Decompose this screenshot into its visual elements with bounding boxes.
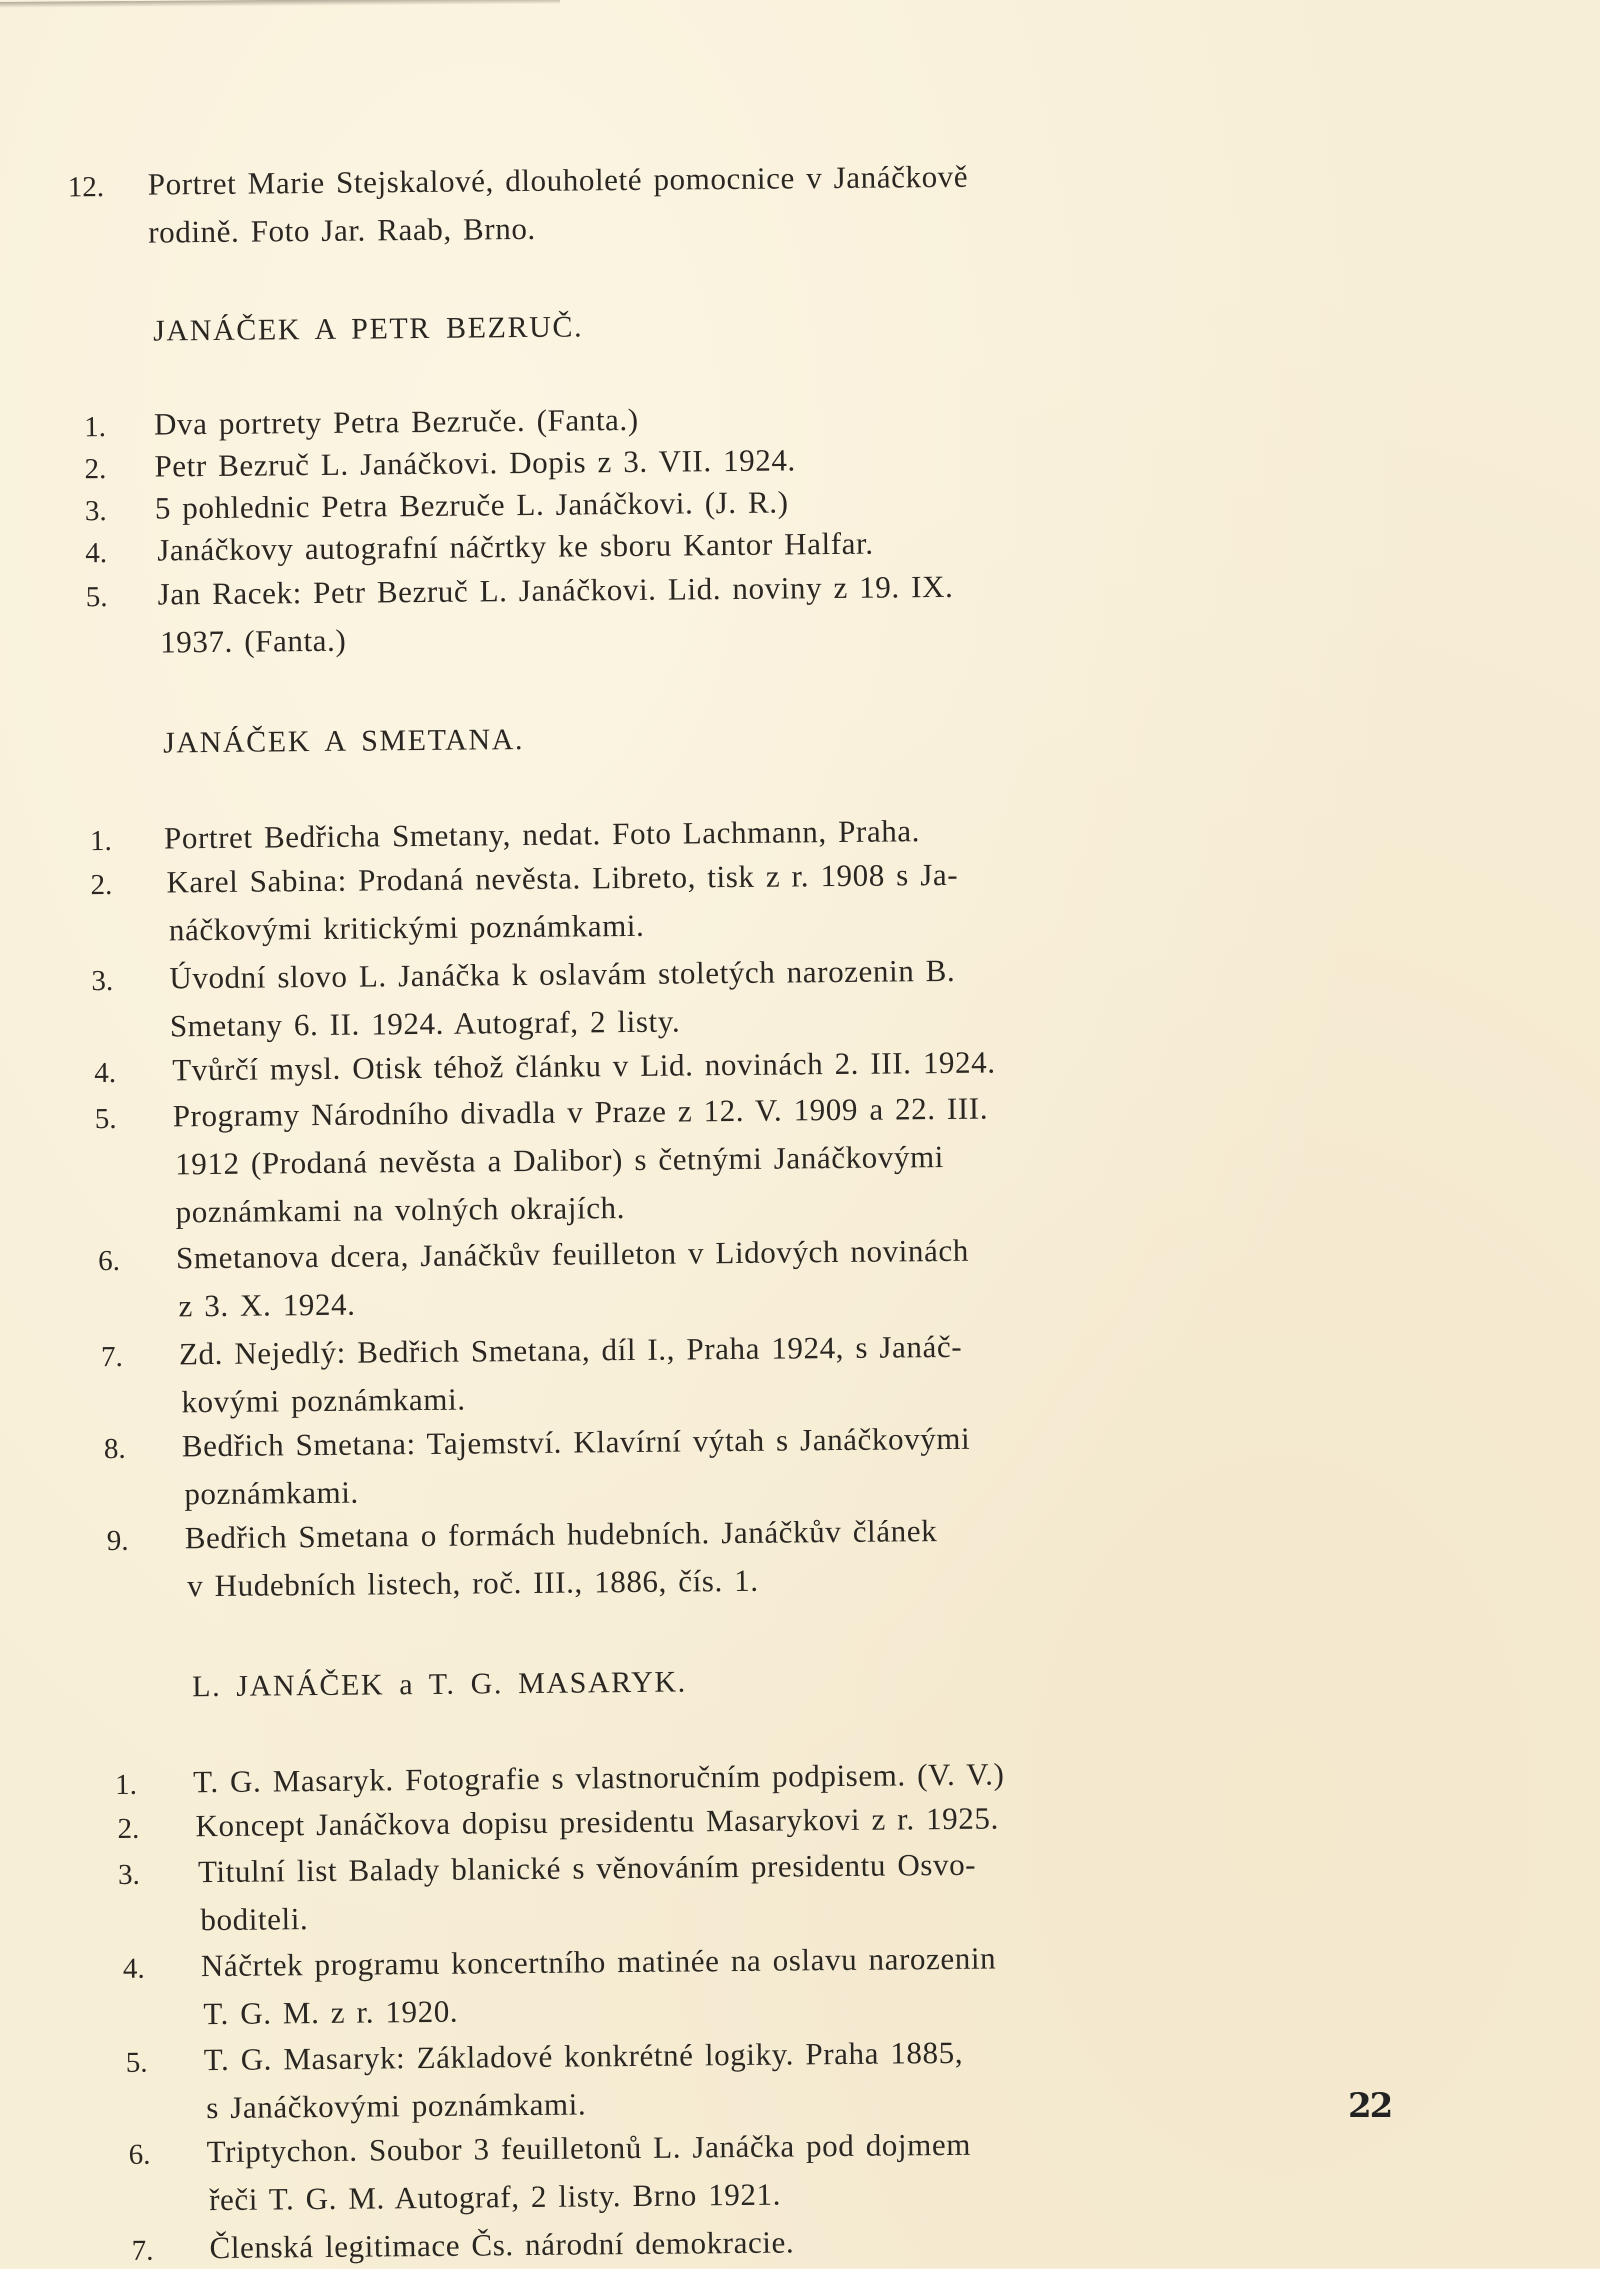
- item-text-line: Úvodní slovo L. Janáčka k oslavám stoletých narozenin B.: [169, 952, 956, 996]
- item-number: 3.: [84, 495, 107, 528]
- item-text-line: Portret Bedřicha Smetany, nedat. Foto Lachmann, Praha.: [163, 813, 921, 856]
- section-heading: L. JANÁČEK a T. G. MASARYK.: [192, 1665, 687, 1704]
- item-text-line: kovými poznámkami.: [181, 1381, 466, 1420]
- item-text-line: Smetanova dcera, Janáčkův feuilleton v Lidových novinách: [175, 1232, 969, 1276]
- item-text-line: řeči T. G. M. Autograf, 2 listy. Brno 1921.: [208, 2176, 782, 2218]
- page-edge-shadow: [0, 0, 560, 8]
- item-text-line: Karel Sabina: Prodaná nevěsta. Libreto, tisk z r. 1908 s Ja-: [166, 856, 959, 900]
- item-number: 5.: [125, 2046, 148, 2079]
- item-text-line: Jan Racek: Petr Bezruč L. Janáčkovi. Lid. noviny z 19. IX.: [157, 568, 954, 612]
- item-text-line: Portret Marie Stejskalové, dlouholeté pomocnice v Janáčkově: [147, 158, 969, 202]
- item-text-line: Náčrtek programu koncertního matinée na oslavu narozenin: [200, 1940, 997, 1984]
- item-text-line: boditeli.: [200, 1901, 309, 1938]
- item-text-line: Členská legitimace Čs. národní demokracie.: [209, 2224, 795, 2266]
- item-number: 1.: [89, 824, 112, 858]
- item-text-line: Smetany 6. II. 1924. Autograf, 2 listy.: [169, 1003, 681, 1044]
- item-text-line: z 3. X. 1924.: [178, 1286, 356, 1324]
- item-number: 5.: [85, 580, 108, 614]
- item-text-line: Titulní list Balady blanické s věnováním presidentu Osvo-: [197, 1846, 977, 1890]
- item-number: 4.: [122, 1952, 145, 1985]
- item-number: 12.: [67, 171, 105, 204]
- section-heading: JANÁČEK A PETR BEZRUČ.: [153, 310, 584, 348]
- item-text-line: Zd. Nejedlý: Bedřich Smetana, díl I., Praha 1924, s Janáč-: [178, 1328, 963, 1372]
- item-text-line: Bedřich Smetana o formách hudebních. Janáčkův článek: [184, 1513, 938, 1556]
- item-number: 1.: [114, 1768, 138, 1801]
- item-text-line: Programy Národního divadla v Praze z 12. V. 1909 a 22. III.: [172, 1090, 989, 1134]
- item-text-line: poznámkami.: [184, 1474, 359, 1512]
- item-number: 7.: [131, 2234, 154, 2267]
- item-number: 3.: [91, 964, 114, 998]
- item-text-line: v Hudebních listech, roč. III., 1886, čís. 1.: [187, 1562, 759, 1604]
- item-text-line: 1937. (Fanta.): [160, 622, 347, 660]
- item-text-line: rodině. Foto Jar. Raab, Brno.: [148, 210, 536, 250]
- item-number: 7.: [100, 1340, 123, 1374]
- item-number: 6.: [97, 1244, 121, 1278]
- item-text-line: Koncept Janáčkova dopisu presidentu Masarykovi z r. 1925.: [195, 1800, 1000, 1844]
- item-text-line: T. G. Masaryk. Fotografie s vlastnoručním podpisem. (V. V.): [192, 1756, 1005, 1800]
- item-text-line: Petr Bezruč L. Janáčkovi. Dopis z 3. VII. 1924.: [154, 442, 796, 484]
- item-text-line: T. G. Masaryk: Základové konkrétné logiky. Praha 1885,: [203, 2034, 964, 2078]
- item-number: 2.: [90, 868, 113, 902]
- page-number: 22: [1348, 2086, 1392, 2126]
- item-number: 6.: [128, 2138, 151, 2171]
- section-heading: JANÁČEK A SMETANA.: [162, 723, 525, 760]
- item-text-line: Dva portrety Petra Bezruče. (Fanta.): [153, 401, 639, 442]
- item-number: 5.: [94, 1102, 117, 1136]
- item-number: 4.: [85, 536, 108, 570]
- item-text-line: Bedřich Smetana: Tajemství. Klavírní výtah s Janáčkovými: [181, 1420, 971, 1464]
- item-number: 8.: [103, 1432, 126, 1466]
- item-number: 4.: [94, 1056, 117, 1090]
- item-number: 2.: [117, 1812, 140, 1845]
- item-number: 1.: [83, 411, 107, 444]
- item-number: 3.: [117, 1858, 140, 1891]
- item-text-line: Triptychon. Soubor 3 feuilletonů L. Janáčka pod dojmem: [206, 2126, 972, 2170]
- item-text-line: náčkovými kritickými poznámkami.: [168, 907, 645, 948]
- item-number: 2.: [84, 453, 107, 486]
- item-text-line: poznámkami na volných okrajích.: [175, 1190, 626, 1230]
- item-text-line: T. G. M. z r. 1920.: [203, 1993, 459, 2032]
- item-text-line: s Janáčkovými poznámkami.: [206, 2086, 587, 2126]
- item-number: 9.: [106, 1524, 129, 1558]
- item-text-line: 1912 (Prodaná nevěsta a Dalibor) s četnými Janáčkovými: [175, 1138, 945, 1182]
- item-text-line: Janáčkovy autografní náčrtky ke sboru Kantor Halfar.: [157, 525, 874, 568]
- item-text-line: Tvůrčí mysl. Otisk téhož článku v Lid. novinách 2. III. 1924.: [172, 1044, 996, 1088]
- item-text-line: 5 pohlednic Petra Bezruče L. Janáčkovi. (J. R.): [154, 484, 789, 526]
